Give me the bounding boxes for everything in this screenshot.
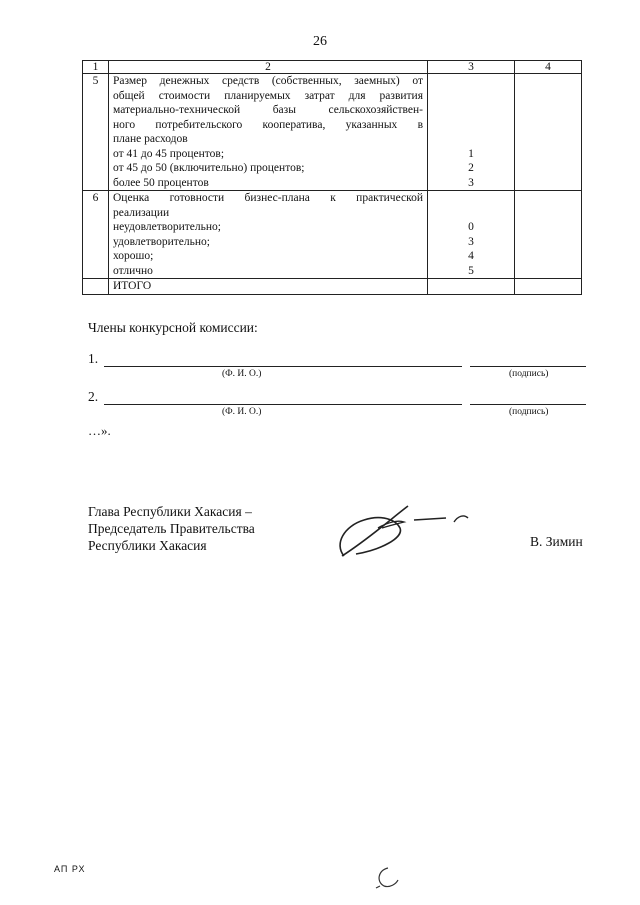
row-5-score (515, 74, 582, 191)
signatory-title-line: Глава Республики Хакасия – (88, 504, 252, 519)
row-5-option-label: от 45 до 50 (включительно) процентов; (113, 162, 305, 174)
row-5-option-points: 3 (468, 176, 474, 189)
initials-mark (372, 864, 402, 890)
name-line-2 (104, 404, 462, 405)
row-5-option-points: 1 (468, 147, 474, 160)
signature-line-2 (470, 404, 586, 405)
table-row-6 (83, 191, 582, 279)
row-5-option-points: 2 (468, 162, 474, 174)
table-row-5 (83, 74, 582, 191)
row-6-number: 6 (83, 191, 109, 279)
header-cell-2: 2 (109, 61, 428, 74)
signature-caption-2: (подпись) (509, 407, 549, 417)
row-5-text-line: материально-технической базы сельскохозяйствен- (113, 104, 423, 116)
row-5-number: 5 (83, 74, 109, 191)
row-6-option-label: неудовлетворительно; (113, 221, 221, 233)
row-5-text-line: Размер денежных средств (собственных, заемных) от (113, 75, 423, 87)
row-6-text-line: реализации (113, 206, 170, 219)
name-line-1 (104, 366, 462, 367)
header-cell-3: 3 (428, 61, 515, 74)
name-caption-2: (Ф. И. О.) (222, 407, 262, 417)
row-5-text-line: плане расходов (113, 133, 188, 145)
signatory-title-line: Председатель Правительства (88, 521, 255, 536)
total-label: ИТОГО (109, 279, 428, 295)
row-5-option-label: более 50 процентов (113, 176, 209, 189)
total-score (515, 279, 582, 295)
row-6-option-points: 5 (468, 264, 474, 277)
row-5-criterion (109, 74, 428, 191)
table-header-row (83, 61, 582, 74)
signatory-name: В. Зимин (530, 534, 583, 549)
page-number: 26 (313, 34, 327, 49)
signature-line-1 (470, 366, 586, 367)
signatory-title (88, 503, 255, 554)
row-5-option-label: от 41 до 45 процентов; (113, 147, 225, 160)
table-total-row (83, 279, 582, 295)
header-cell-1: 1 (83, 61, 109, 74)
row-6-option-label: отлично (113, 264, 153, 277)
row-5-text-line: общей стоимости планируемых затрат для развития (113, 89, 423, 102)
closing-ellipsis: …». (88, 423, 111, 438)
criteria-table (82, 60, 582, 295)
row-6-option-points: 4 (468, 250, 474, 262)
commission-title: Члены конкурсной комиссии: (88, 320, 258, 335)
row-5-text-line: ного потребительского кооператива, указанных в (113, 118, 423, 131)
row-6-option-label: хорошо; (113, 250, 154, 262)
signature-caption-1: (подпись) (509, 369, 549, 379)
commission-entry-1-number: 1. (88, 351, 99, 366)
row-6-score (515, 191, 582, 279)
name-caption-1: (Ф. И. О.) (222, 369, 262, 379)
row-6-option-points: 3 (468, 235, 474, 248)
signatory-title-line: Республики Хакасия (88, 538, 207, 553)
header-cell-4: 4 (515, 61, 582, 74)
row-5-points (428, 74, 515, 191)
handwritten-signature (330, 498, 480, 560)
footer-tag: АП РХ (54, 864, 86, 874)
row-6-text-line: Оценка готовности бизнес-плана к практической (113, 192, 423, 204)
row-6-criterion (109, 191, 428, 279)
commission-entry-2-number: 2. (88, 389, 99, 404)
row-6-option-points: 0 (468, 221, 474, 233)
row-6-points (428, 191, 515, 279)
row-6-option-label: удовлетворительно; (113, 235, 210, 248)
